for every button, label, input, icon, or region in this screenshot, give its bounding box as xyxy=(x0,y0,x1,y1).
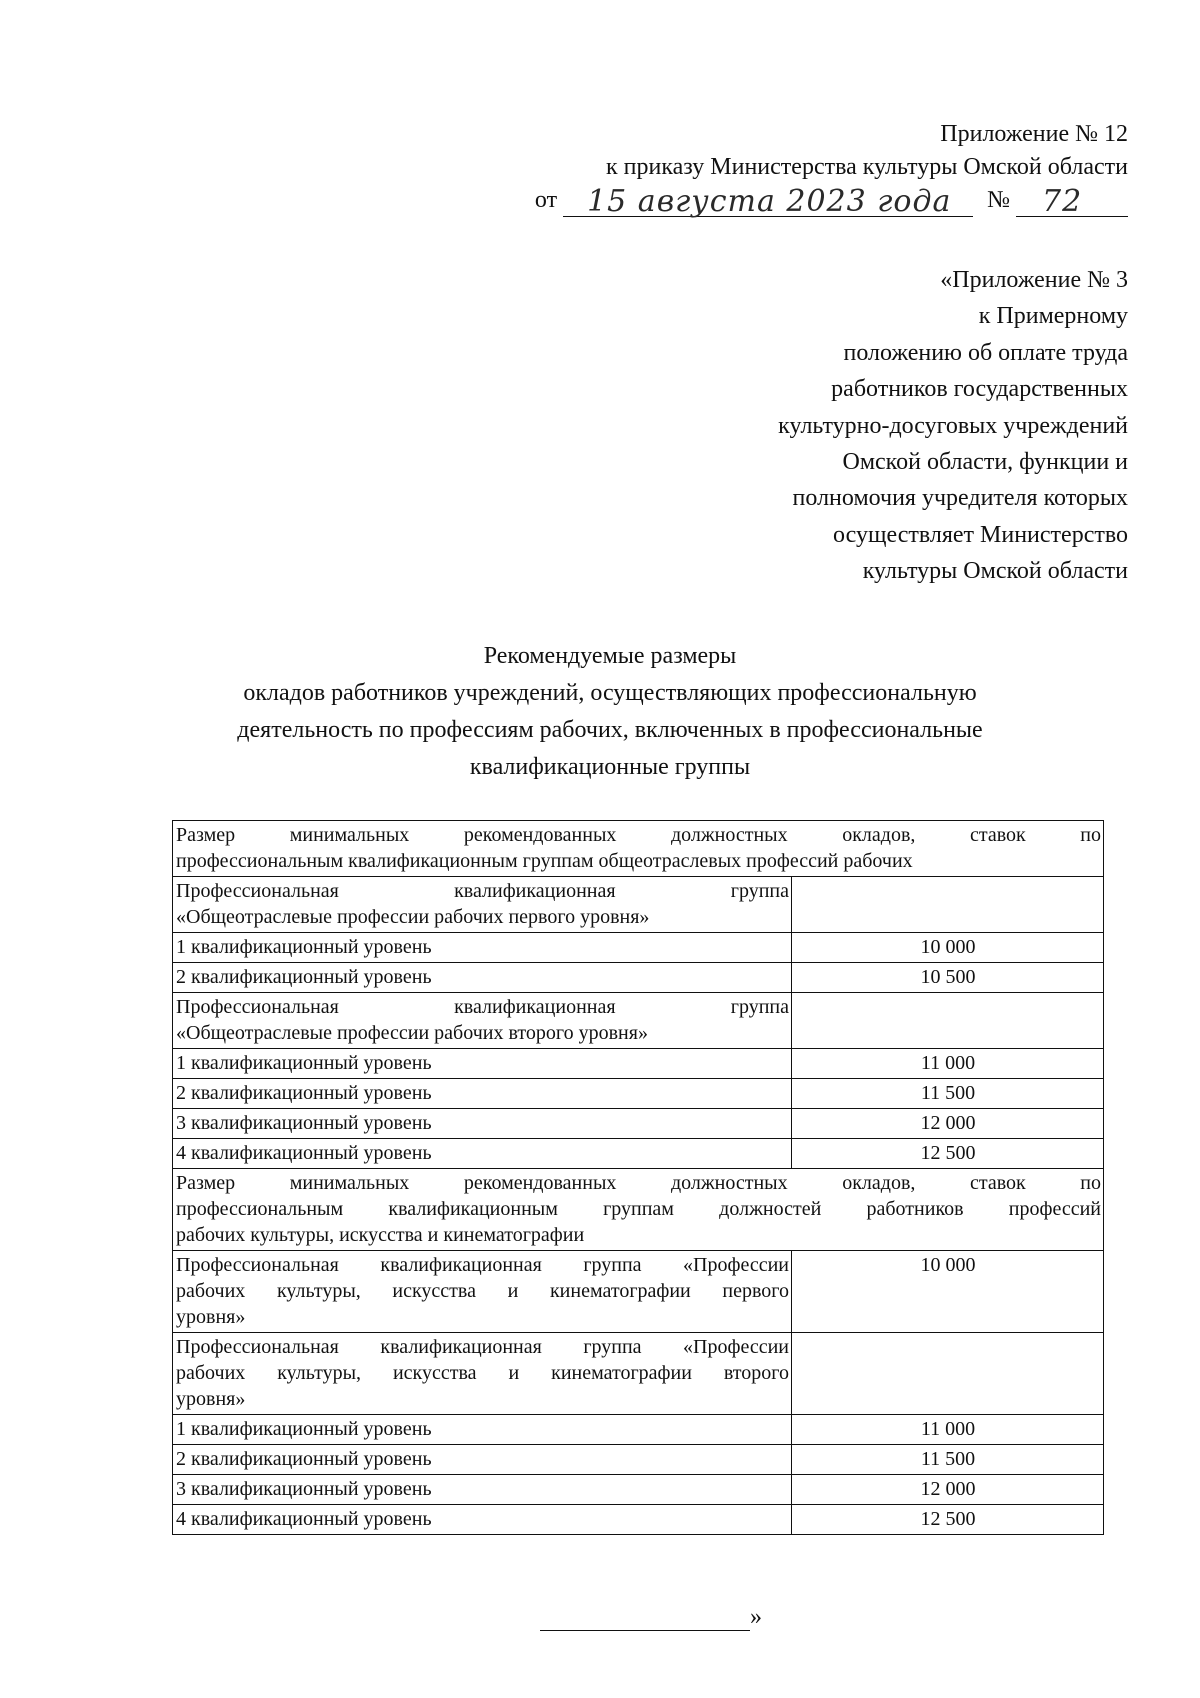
level-row xyxy=(173,1139,1104,1169)
section-header-text: профессиональным квалификационным группам общеотраслевых профессий рабочих xyxy=(176,850,913,872)
level-salary: 12 000 xyxy=(792,1475,1104,1505)
level-row xyxy=(173,1475,1104,1505)
level-row xyxy=(173,963,1104,993)
level-row xyxy=(173,1445,1104,1475)
title-line: квалификационные группы xyxy=(469,754,751,780)
level-label: 1 квалификационный уровень xyxy=(173,1415,792,1445)
level-label: 3 квалификационный уровень xyxy=(173,1475,792,1505)
section-header-row xyxy=(173,821,1104,877)
level-salary: 11 500 xyxy=(792,1079,1104,1109)
section-header-cell xyxy=(173,821,1104,877)
document-title xyxy=(160,638,1060,786)
annex-line: к Примерному xyxy=(978,303,1128,330)
level-label: 1 квалификационный уровень xyxy=(173,1049,792,1079)
group-name-text: Профессиональная квалификационная группа «Профессии xyxy=(176,1254,789,1276)
title-line: Рекомендуемые размеры xyxy=(483,643,737,669)
section-header-text: Размер минимальных рекомендованных должностных окладов, ставок по xyxy=(176,1172,1101,1194)
section-header-cell xyxy=(173,1169,1104,1251)
level-label: 2 квалификационный уровень xyxy=(173,1445,792,1475)
order-date-line xyxy=(448,184,1128,217)
group-name-text: Профессиональная квалификационная группа xyxy=(176,996,789,1018)
group-name-cell xyxy=(173,877,792,933)
annex-line: положению об оплате труда xyxy=(843,339,1128,366)
group-name-cell xyxy=(173,1333,792,1415)
level-label: 4 квалификационный уровень xyxy=(173,1139,792,1169)
level-label: 1 квалификационный уровень xyxy=(173,933,792,963)
level-row xyxy=(173,1049,1104,1079)
level-salary: 10 500 xyxy=(792,963,1104,993)
group-name-text: Профессиональная квалификационная группа xyxy=(176,880,789,902)
annex-line: осуществляет Министерство xyxy=(833,521,1128,548)
group-name-text: рабочих культуры, искусства и кинематографии первого xyxy=(176,1280,789,1302)
level-label: 3 квалификационный уровень xyxy=(173,1109,792,1139)
annex-reference xyxy=(778,262,1128,590)
level-row xyxy=(173,1079,1104,1109)
closing-underline xyxy=(540,1610,750,1631)
appendix-number: Приложение № 12 xyxy=(940,121,1128,147)
order-reference: к приказу Министерства культуры Омской области xyxy=(606,154,1128,180)
annex-line: «Приложение № 3 xyxy=(940,267,1128,293)
annex-line: культуры Омской области xyxy=(862,558,1128,585)
annex-line: работников государственных xyxy=(831,376,1128,403)
annex-line: Омской области, функции и xyxy=(842,449,1128,476)
group-value-cell xyxy=(792,877,1104,933)
level-salary: 11 000 xyxy=(792,1415,1104,1445)
level-salary: 12 500 xyxy=(792,1139,1104,1169)
group-row xyxy=(173,993,1104,1049)
group-name-text: «Общеотраслевые профессии рабочих первого уровня» xyxy=(176,906,650,928)
section-header-text: профессиональным квалификационным группам должностей работников профессий xyxy=(176,1198,1101,1220)
level-salary: 10 000 xyxy=(792,933,1104,963)
level-salary: 11 000 xyxy=(792,1049,1104,1079)
group-name-text: уровня» xyxy=(176,1306,246,1328)
group-value-cell: 10 000 xyxy=(792,1251,1104,1333)
section-header-text: рабочих культуры, искусства и кинематографии xyxy=(176,1224,585,1246)
title-line: окладов работников учреждений, осуществляющих профессиональную xyxy=(243,680,977,706)
group-value-cell xyxy=(792,1333,1104,1415)
level-row xyxy=(173,1415,1104,1445)
level-row xyxy=(173,933,1104,963)
section-header-row xyxy=(173,1169,1104,1251)
group-row xyxy=(173,1333,1104,1415)
closing-line xyxy=(540,1604,762,1631)
date-field xyxy=(563,186,973,217)
handwritten-date: 15 августа 2023 года xyxy=(587,184,952,219)
section-header-text: Размер минимальных рекомендованных должностных окладов, ставок по xyxy=(176,824,1101,846)
group-name-text: уровня» xyxy=(176,1388,246,1410)
closing-quote: » xyxy=(750,1604,762,1630)
number-label: № xyxy=(987,187,1010,213)
level-label: 2 квалификационный уровень xyxy=(173,963,792,993)
order-header xyxy=(448,118,1128,217)
level-salary: 12 000 xyxy=(792,1109,1104,1139)
level-label: 4 квалификационный уровень xyxy=(173,1505,792,1535)
level-row xyxy=(173,1505,1104,1535)
group-name-text: Профессиональная квалификационная группа «Профессии xyxy=(176,1336,789,1358)
group-name-text: «Общеотраслевые профессии рабочих второго уровня» xyxy=(176,1022,648,1044)
group-row xyxy=(173,1251,1104,1333)
annex-line: полномочия учредителя которых xyxy=(792,485,1128,512)
annex-line: культурно-досуговых учреждений xyxy=(778,412,1128,439)
number-field xyxy=(1016,186,1128,217)
level-salary: 11 500 xyxy=(792,1445,1104,1475)
group-name-cell xyxy=(173,1251,792,1333)
group-name-text: рабочих культуры, искусства и кинематографии второго xyxy=(176,1362,789,1384)
salary-table xyxy=(172,820,1104,1535)
group-row xyxy=(173,877,1104,933)
from-label: от xyxy=(534,187,558,213)
group-value-cell xyxy=(792,993,1104,1049)
group-name-cell xyxy=(173,993,792,1049)
handwritten-number: 72 xyxy=(1042,184,1083,219)
level-label: 2 квалификационный уровень xyxy=(173,1079,792,1109)
level-row xyxy=(173,1109,1104,1139)
level-salary: 12 500 xyxy=(792,1505,1104,1535)
title-line: деятельность по профессиям рабочих, включенных в профессиональные xyxy=(237,717,983,743)
